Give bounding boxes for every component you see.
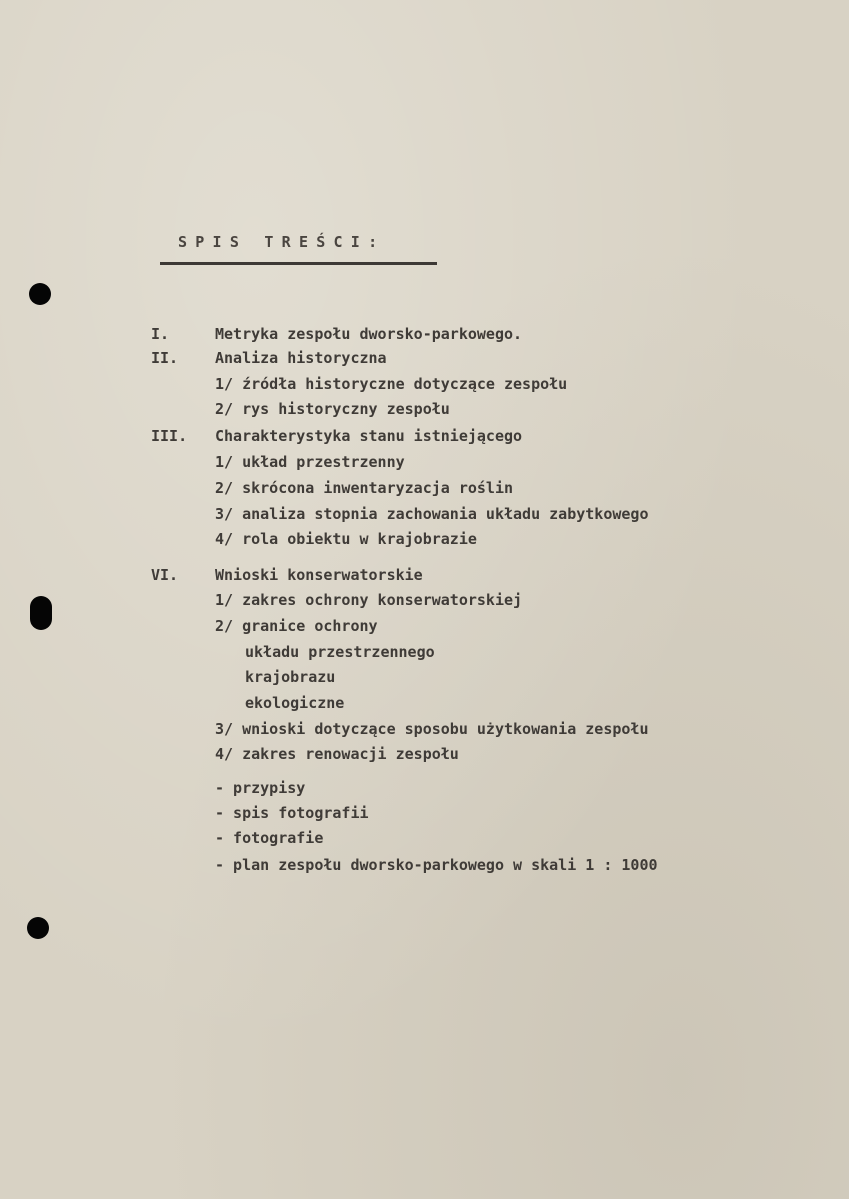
- appendix-item: - spis fotografii: [215, 804, 369, 822]
- toc-item: 4/ zakres renowacji zespołu: [215, 745, 459, 763]
- section-numeral: III.: [151, 427, 188, 445]
- toc-item: 1/ układ przestrzenny: [215, 453, 405, 471]
- section-numeral: II.: [151, 349, 179, 367]
- toc-item: 2/ rys historyczny zespołu: [215, 400, 450, 418]
- section-numeral: I.: [151, 325, 170, 343]
- section-heading: Analiza historyczna: [215, 349, 387, 367]
- appendix-item: - przypisy: [215, 779, 306, 797]
- toc-item: 2/ granice ochrony: [215, 617, 378, 635]
- appendix-item: - plan zespołu dworsko-parkowego w skali 1 : 1000: [215, 856, 658, 874]
- appendix-item: - fotografie: [215, 829, 324, 847]
- punch-hole: [27, 917, 49, 939]
- toc-subitem: krajobrazu: [245, 668, 336, 686]
- section-heading: Metryka zespołu dworsko-parkowego.: [215, 325, 523, 343]
- section-numeral: VI.: [151, 566, 179, 584]
- punch-hole: [30, 596, 52, 630]
- toc-item: 1/ zakres ochrony konserwatorskiej: [215, 591, 523, 609]
- section-heading: Charakterystyka stanu istniejącego: [215, 427, 523, 445]
- toc-item: 1/ źródła historyczne dotyczące zespołu: [215, 375, 568, 393]
- section-heading: Wnioski konserwatorskie: [215, 566, 423, 584]
- toc-item: 4/ rola obiektu w krajobrazie: [215, 530, 477, 548]
- toc-item: 3/ wnioski dotyczące sposobu użytkowania zespołu: [215, 720, 649, 738]
- toc-item: 3/ analiza stopnia zachowania układu zabytkowego: [215, 505, 649, 523]
- toc-subitem: ekologiczne: [245, 694, 345, 712]
- toc-subitem: układu przestrzennego: [245, 643, 435, 661]
- punch-hole: [29, 283, 51, 305]
- title-underline: [160, 262, 437, 265]
- page-title: SPIS TREŚCI:: [178, 233, 386, 251]
- toc-item: 2/ skrócona inwentaryzacja roślin: [215, 479, 514, 497]
